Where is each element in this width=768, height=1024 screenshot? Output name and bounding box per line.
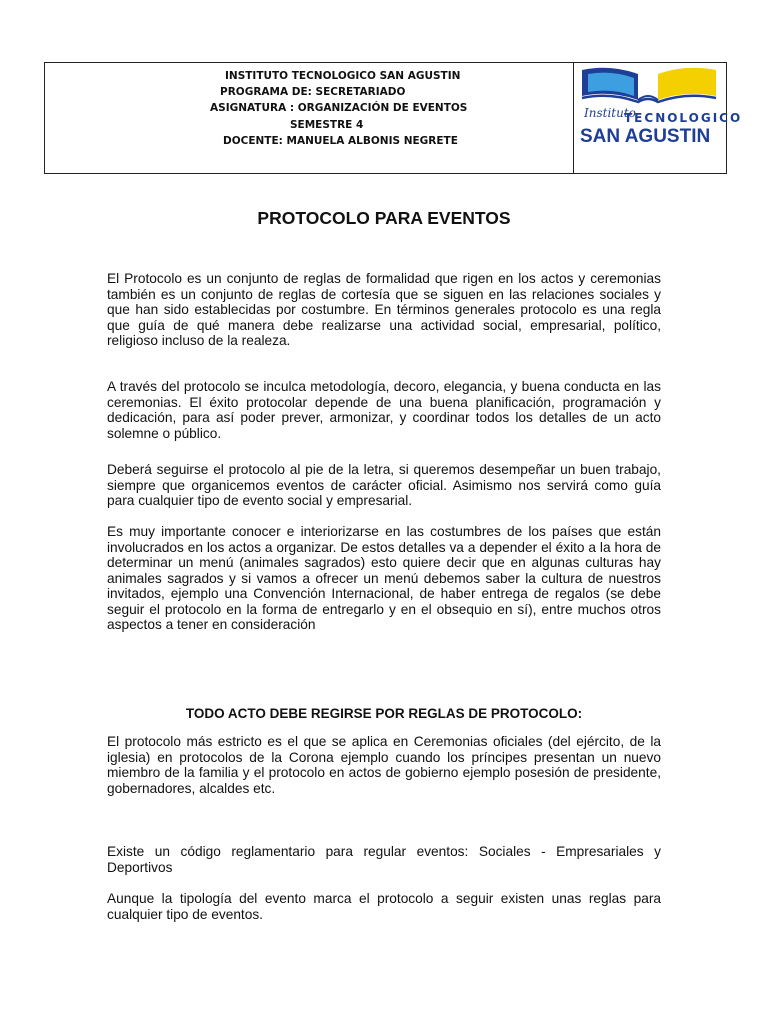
logo-line2: SAN AGUSTIN: [580, 126, 711, 147]
document-title: PROTOCOLO PARA EVENTOS: [257, 208, 511, 228]
paragraph-7: Aunque la tipología del evento marca el protocolo a seguir existen unas reglas para cualquier tipo de eventos.: [107, 891, 661, 922]
paragraph-2: A través del protocolo se inculca metodología, decoro, elegancia, y buena conducta en las ceremonias. El éxito protocolar depende de una buena planificación, programación y dedicación, para así poder prever, armonizar, y coordinar todos los detalles de un acto solemne o público.: [107, 379, 661, 441]
institution-logo: [574, 63, 743, 173]
institution-name: INSTITUTO TECNOLOGICO SAN AGUSTIN: [225, 70, 461, 82]
program-line: PROGRAMA DE: SECRETARIADO: [220, 86, 406, 99]
teacher-line: DOCENTE: MANUELA ALBONIS NEGRETE: [223, 134, 458, 147]
paragraph-1: El Protocolo es un conjunto de reglas de formalidad que rigen en los actos y ceremonias también es un conjunto de reglas de cortesía que se siguen en las relaciones sociales y que han sido establecidas por costumbre. En términos generales protocolo es una regla que guía de qué manera debe realizarse una actividad social, empresarial, político, religioso incluso de la realeza.: [107, 271, 661, 348]
header-info: [45, 63, 574, 173]
paragraph-5: El protocolo más estricto es el que se aplica en Ceremonias oficiales (del ejército, de la iglesia) en protocolos de la Corona ejemplo cuando los príncipes presentan un nuevo miembro de la familia y el protocolo en actos de gobierno ejemplo posesión de presidente, gobernadores, alcaldes etc.: [107, 734, 661, 796]
subject-line: ASIGNATURA : ORGANIZACIÓN DE EVENTOS: [210, 102, 468, 115]
paragraph-3: Deberá seguirse el protocolo al pie de la letra, si queremos desempeñar un buen trabajo, siempre que organicemos eventos de carácter oficial. Asimismo nos servirá como guía para cualquier tipo de evento social y empresarial.: [107, 462, 661, 508]
book-logo-icon: [580, 66, 720, 108]
paragraph-6: Existe un código reglamentario para regular eventos: Sociales - Empresariales y Deportivos: [107, 844, 661, 875]
document-header: [44, 62, 743, 174]
section-heading: TODO ACTO DEBE REGIRSE POR REGLAS DE PROTOCOLO:: [185, 706, 583, 721]
logo-script-text: Instituto: [584, 106, 636, 120]
paragraph-4: Es muy importante conocer e interiorizarse en las costumbres de los países que están involucrados en los actos a organizar. De estos detalles va a depender el éxito a la hora de determinar un menú (animales sagrados) esto quiere decir que en algunas culturas hay animales sagrados y si vamos a ofrecer un menú debemos saber la cultura de nuestros invitados, ejemplo una Convención Internacional, de haber entrega de regalos (se debe seguir el protocolo en la forma de entregarlo y en el obsequio en sí), entre muchos otros aspectos a tener en consideración: [107, 524, 661, 632]
semester-line: SEMESTRE 4: [290, 118, 364, 131]
logo-line1: TECNOLOGICO: [624, 111, 743, 125]
